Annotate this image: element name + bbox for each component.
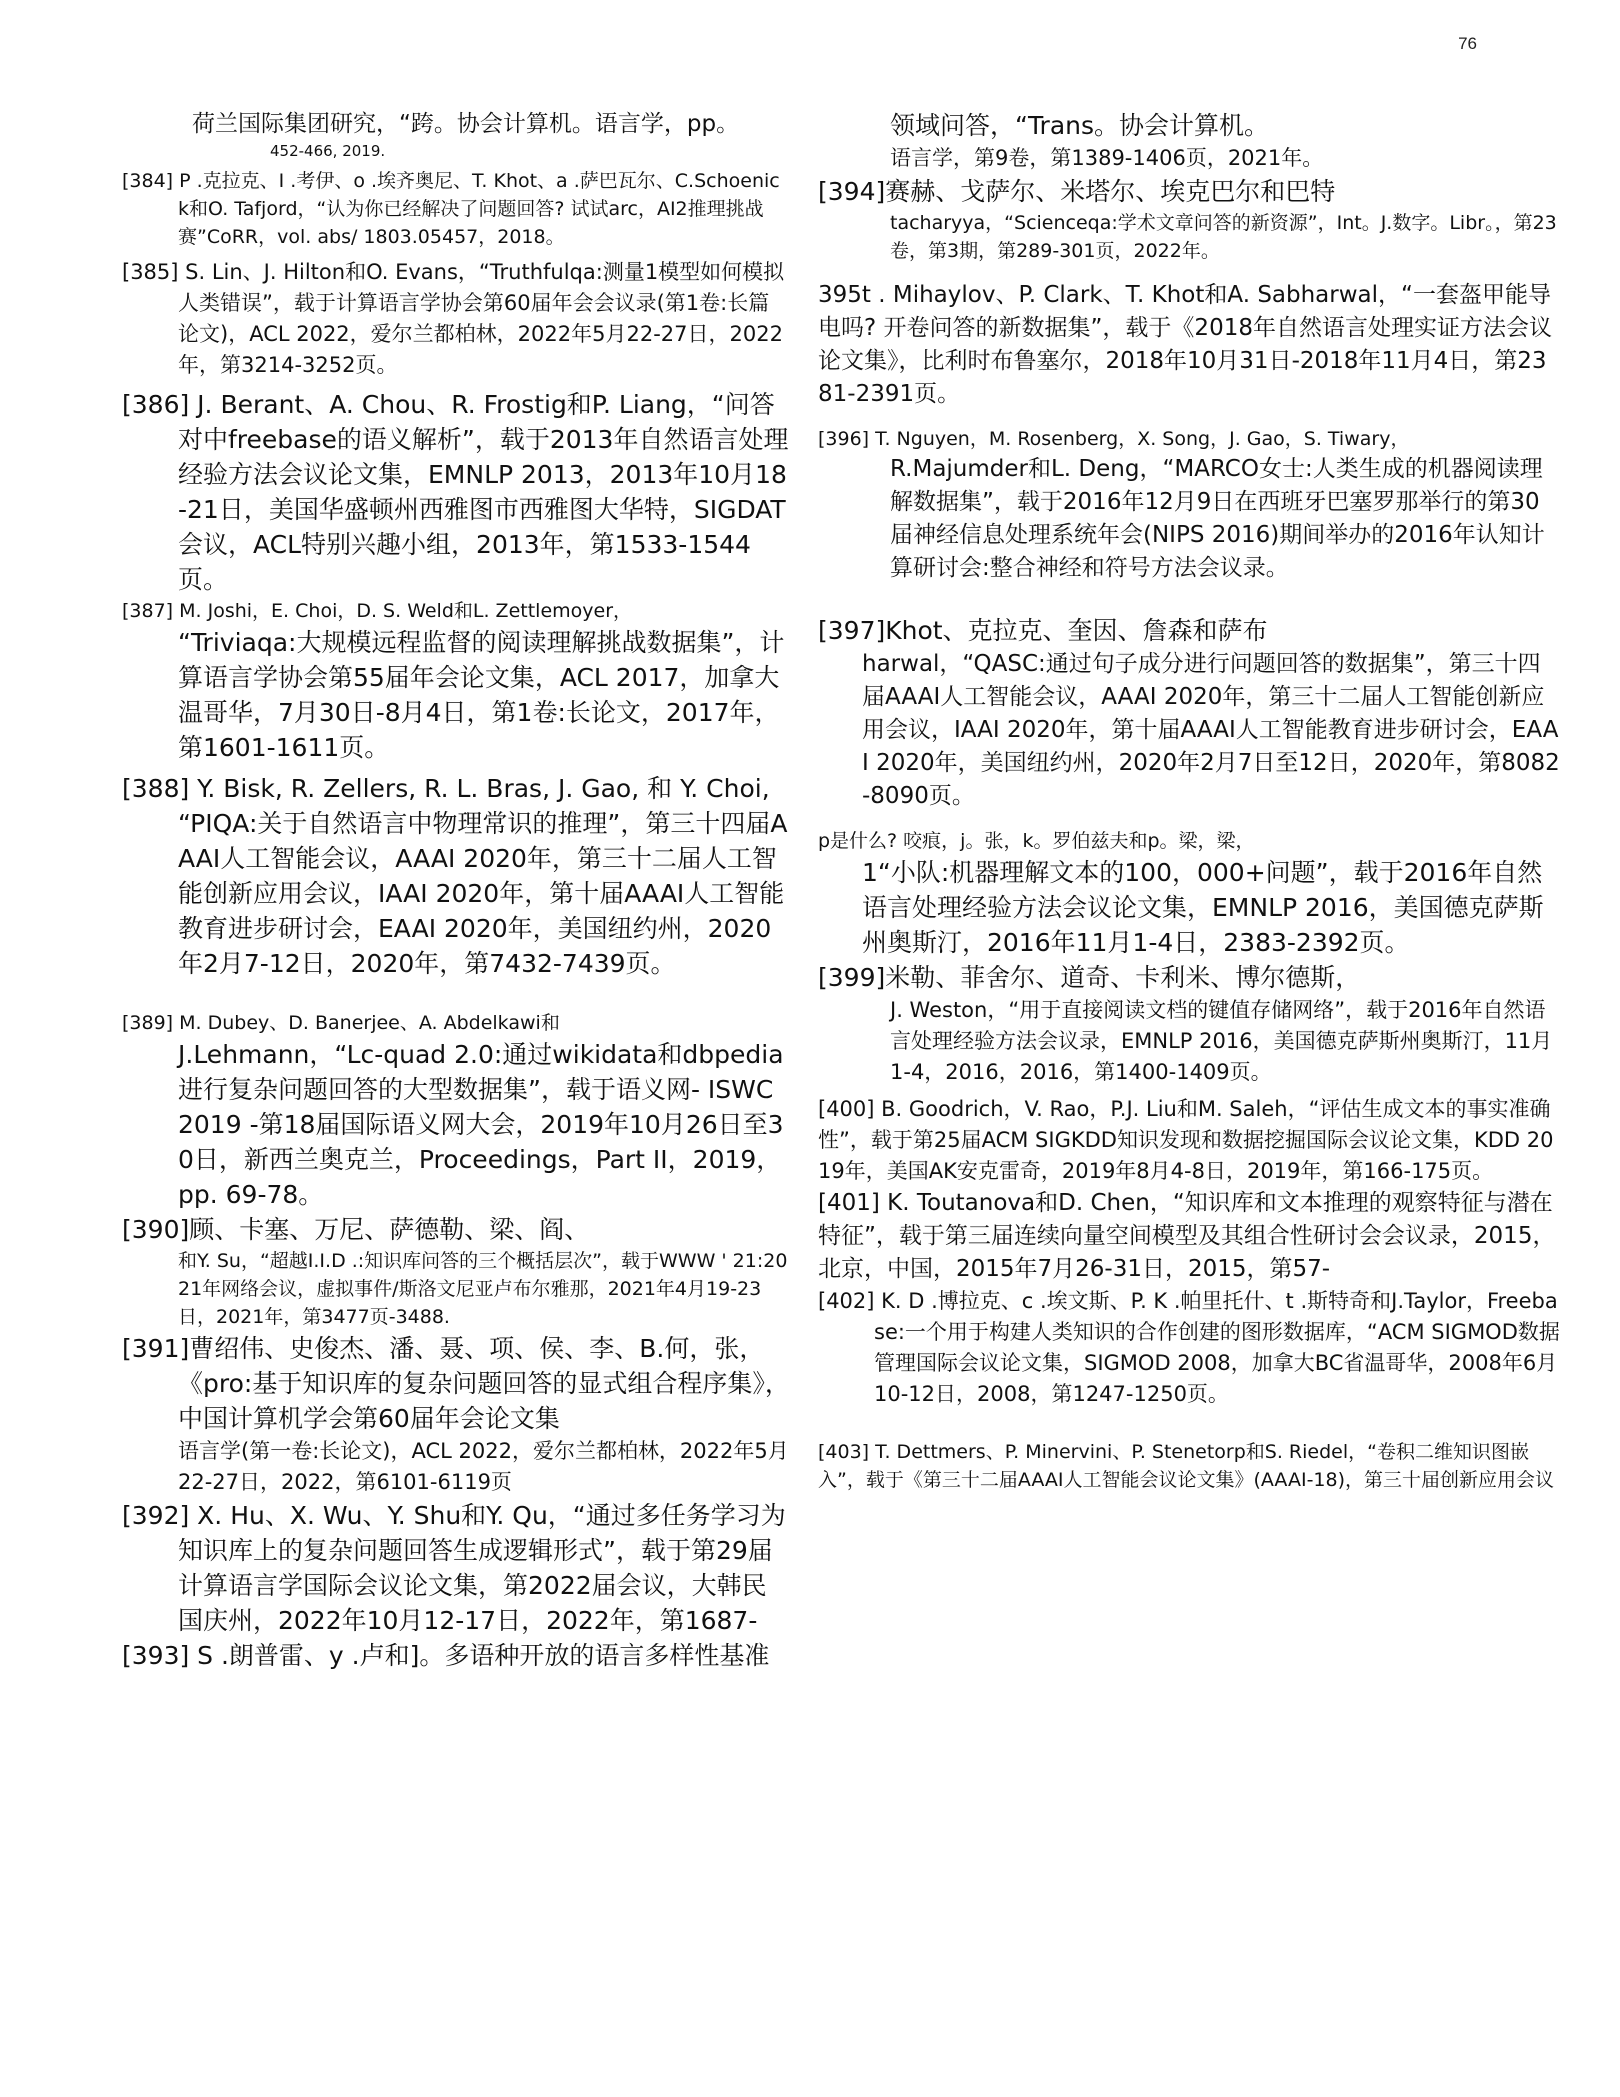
reference-398-body: 1“小队:机器理解文本的100，000+问题”，载于2016年自然语言处理经验方法会议论文集，EMNLP 2016，美国德克萨斯州奥斯汀，2016年11月1-4日，2383-2392页。 [862,858,1544,957]
reference-387-body: “Triviaqa:大规模远程监督的阅读理解挑战数据集”，计算语言学协会第55届年会论文集，ACL 2017，加拿大温哥华，7月30日-8月4日，第1卷:长论文，2017年，第1601-1611页。 [178,628,785,762]
left-column [122,108,790,1673]
reference-394-body: tacharyya，“Scienceqa:学术文章问答的新资源”，Int。J.数字。Libr。，第23卷，第3期，第289-301页，2022年。 [890,212,1557,262]
reference-397-body: harwal，“QASC:通过句子成分进行问题回答的数据集”，第三十四届AAAI人工智能会议，AAAI 2020年，第三十二届人工智能创新应用会议，IAAI 2020年，第十届AAAI人工智能教育进步研讨会，EAAI 2020年，美国纽约州，2020年2月7日至12日，2020年，第8082-8090页。 [862,651,1560,809]
reference-385: [385] S. Lin、J. Hilton和O. Evans，“Truthfulqa:测量1模型如何模拟人类错误”，载于计算语言学协会第60届年会会议录(第1卷:长篇论文)，ACL 2022，爱尔兰都柏林，2022年5月22-27日，2022年，第3214-3252页。 [122,260,785,377]
reference-387-authors: [387] M. Joshi，E. Choi，D. S. Weld和L. Zettlemoyer， [122,600,633,622]
reference-399-authors: [399]米勒、菲舍尔、道奇、卡利米、博尔德斯， [818,963,1361,992]
continuation-pages: 452-466, 2019. [270,142,386,160]
reference-389-authors: [389] M. Dubey、D. Banerjee、A. Abdelkawi和 [122,1012,560,1034]
reference-391-body: 语言学(第一卷:长论文)，ACL 2022，爱尔兰都柏林，2022年5月22-27日，2022，第6101-6119页 [178,1439,789,1494]
reference-402: [402] K. D .博拉克、c .埃文斯、P. K .帕里托什、t .斯特奇和J.Taylor，Freebase:一个用于构建人类知识的合作创建的图形数据库，“ACM SIGMOD数据管理国际会议论文集，SIGMOD 2008，加拿大BC省温哥华，2008年6月10-12日，2008，第1247-1250页。 [818,1289,1560,1406]
page-number: 76 [1458,34,1477,53]
reference-392: [392] X. Hu、X. Wu、Y. Shu和Y. Qu，“通过多任务学习为知识库上的复杂问题回答生成逻辑形式”，载于第29届计算语言学国际会议论文集，第2022届会议，大韩民国庆州，2022年10月12-17日，2022年，第1687- [122,1501,786,1635]
continuation-line: 荷兰国际集团研究，“跨。协会计算机。语言学，pp。 [192,111,740,137]
reference-398-authors: p是什么? 咬痕，j。张，k。罗伯兹夫和p。梁，梁， [818,830,1255,852]
reference-388: [388] Y. Bisk, R. Zellers, R. L. Bras, J. Gao, 和 Y. Choi, “PIQA:关于自然语言中物理常识的推理”，第三十四届AAAI人工智能会议，AAAI 2020年，第三十二届人工智能创新应用会议，IAAI 2020年，第十届AAAI人工智能教育进步研讨会，EAAI 2020年，美国纽约州，2020年2月7-12日，2020年，第7432-7439页。 [122,774,788,978]
reference-384: [384] P .克拉克、I .考伊、o .埃齐奥尼、T. Khot、a .萨巴瓦尔、C.Schoenick和O. Tafjord，“认为你已经解决了问题回答? 试试arc，AI2推理挑战赛”CoRR，vol. abs/ 1803.05457，2018。 [122,170,780,248]
reference-389-body: J.Lehmann，“Lc-quad 2.0:通过wikidata和dbpedia进行复杂问题回答的大型数据集”，载于语义网- ISWC 2019 -第18届国际语义网大会，2019年10月26日至30日，新西兰奥克兰，Proceedings，Part II，2019，pp. 69-78。 [178,1040,784,1209]
reference-393: [393] S .朗普雷、y .卢和]。多语种开放的语言多样性基准 [122,1641,770,1670]
reference-396-body: R.Majumder和L. Deng，“MARCO女士:人类生成的机器阅读理解数据集”，载于2016年12月9日在西班牙巴塞罗那举行的第30届神经信息处理系统年会(NIPS 2016)期间举办的2016年认知计算研讨会:整合神经和符号方法会议录。 [890,456,1545,581]
reference-401: [401] K. Toutanova和D. Chen，“知识库和文本推理的观察特征与潜在特征”，载于第三届连续向量空间模型及其组合性研讨会会议录，2015，北京，中国，2015年7月26-31日，2015，第57- [818,1190,1556,1282]
reference-390-authors: [390]顾、卡塞、万尼、萨德勒、梁、阎、 [122,1215,590,1244]
reference-397-authors: [397]Khot、克拉克、奎因、詹森和萨布 [818,616,1268,645]
reference-390-body: 和Y. Su，“超越I.I.D .:知识库问答的三个概括层次”，载于WWW ' 21:2021年网络会议，虚拟事件/斯洛文尼亚卢布尔雅那，2021年4月19-23日，2021年，第3477页-3488. [178,1250,788,1328]
continuation-line-right: 领域问答，“Trans。协会计算机。 [890,111,1270,140]
reference-396-authors: [396] T. Nguyen，M. Rosenberg，X. Song，J. Gao，S. Tiwary， [818,428,1410,450]
reference-399-body: J. Weston，“用于直接阅读文档的键值存储网络”，载于2016年自然语言处理经验方法会议录，EMNLP 2016，美国德克萨斯州奥斯汀，11月1-4，2016，2016，第1400-1409页。 [890,998,1553,1084]
right-column [818,108,1560,1494]
reference-400: [400] B. Goodrich，V. Rao，P.J. Liu和M. Saleh，“评估生成文本的事实准确性”，载于第25届ACM SIGKDD知识发现和数据挖掘国际会议论文集，KDD 2019年，美国AK安克雷奇，2019年8月4-8日，2019年，第166-175页。 [818,1097,1554,1183]
reference-391: [391]曹绍伟、史俊杰、潘、聂、项、侯、李、B.何，张，《pro:基于知识库的复杂问题回答的显式组合程序集》，中国计算机学会第60届年会论文集 [122,1334,790,1433]
reference-386: [386] J. Berant、A. Chou、R. Frostig和P. Liang，“问答对中freebase的语义解析”，载于2013年自然语言处理经验方法会议论文集，EMNLP 2013，2013年10月18-21日，美国华盛顿州西雅图市西雅图大华特，SIGDAT会议，ACL特别兴趣小组，2013年，第1533-1544页。 [122,390,789,594]
reference-403: [403] T. Dettmers、P. Minervini、P. Stenetorp和S. Riedel，“卷积二维知识图嵌入”，载于《第三十二届AAAI人工智能会议论文集》(AAAI-18)，第三十届创新应用会议 [818,1441,1555,1491]
reference-395: 395t . Mihaylov、P. Clark、T. Khot和A. Sabharwal，“一套盔甲能导电吗? 开卷问答的新数据集”，载于《2018年自然语言处理实证方法会议论文集》，比利时布鲁塞尔，2018年10月31日-2018年11月4日，第2381-2391页。 [818,282,1552,407]
reference-394-authors: [394]赛赫、戈萨尔、米塔尔、埃克巴尔和巴特 [818,177,1336,206]
continuation-detail-right: 语言学，第9卷，第1389-1406页，2021年。 [890,146,1324,170]
